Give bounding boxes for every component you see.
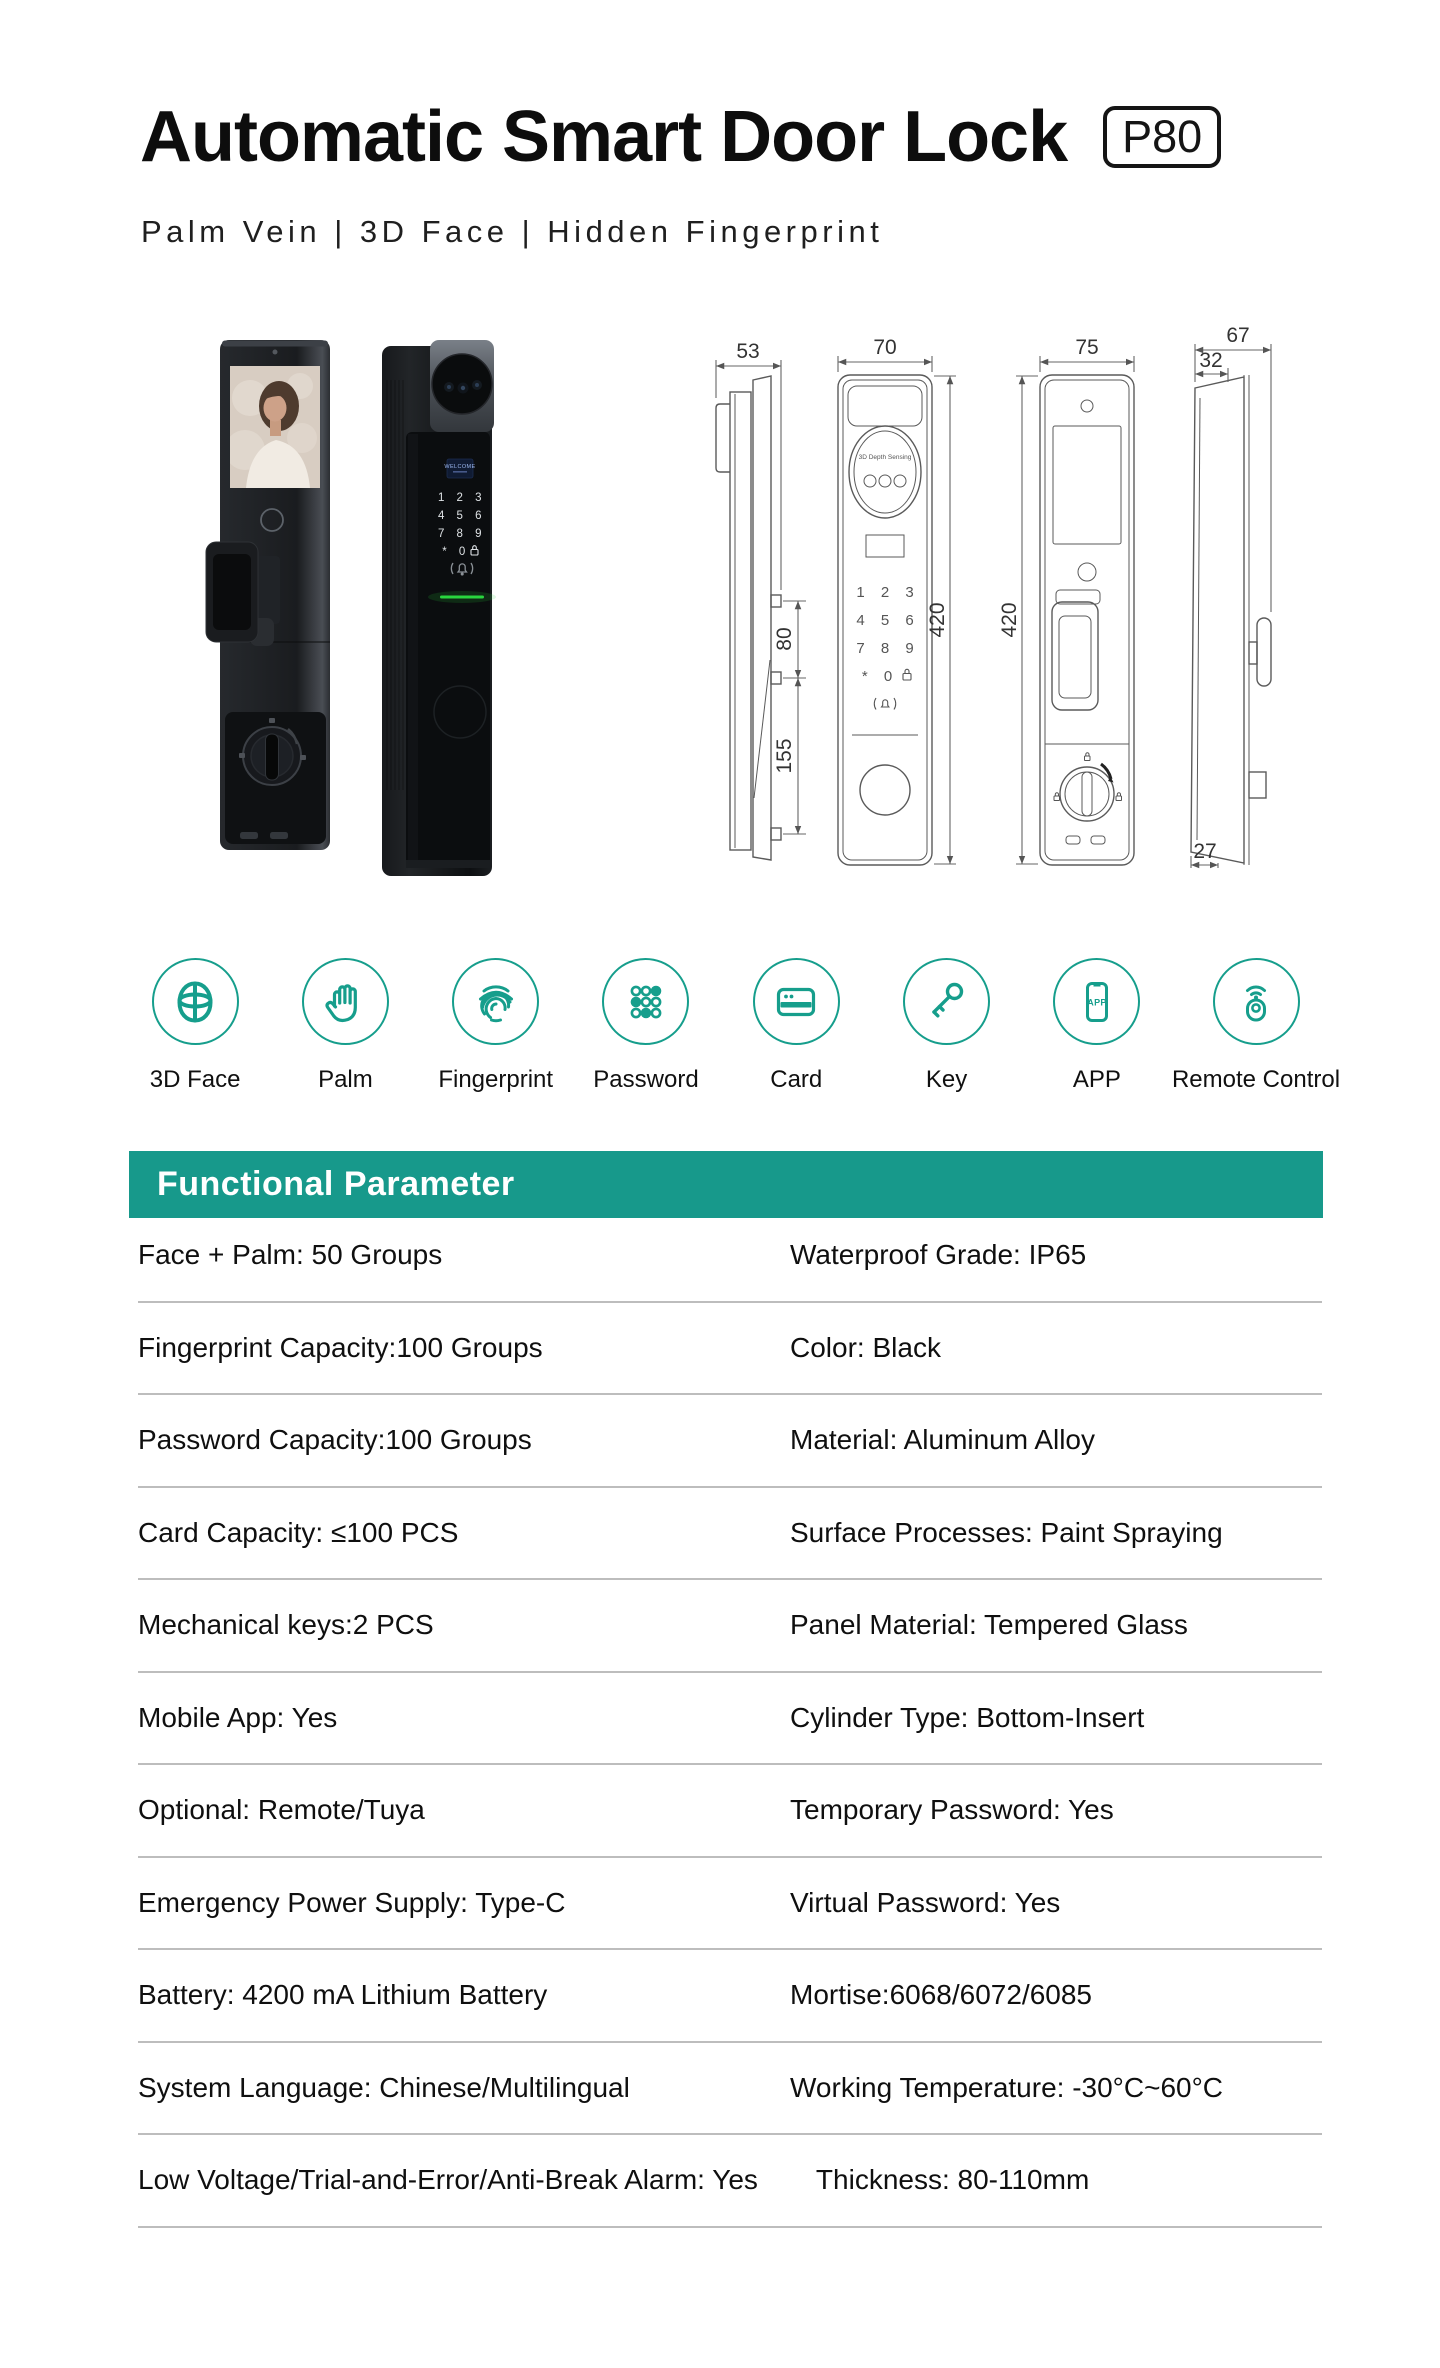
spec-right: Virtual Password: Yes <box>790 1886 1061 1918</box>
outdoor-panel-photo <box>382 340 496 876</box>
svg-text:1 2 3: 1 2 3 <box>437 492 487 504</box>
feature-remote-control <box>1172 958 1340 1094</box>
palm-icon <box>302 958 389 1045</box>
model-badge: P80 <box>1103 106 1221 168</box>
spec-left: Mechanical keys:2 PCS <box>138 1609 434 1641</box>
spec-left: Emergency Power Supply: Type-C <box>138 1886 566 1918</box>
spec-right: Mortise:6068/6072/6085 <box>790 1979 1092 2011</box>
feature-palm <box>270 958 420 1094</box>
svg-text:* 0: * 0 <box>442 546 470 558</box>
table-row <box>138 1580 1322 1673</box>
drawing-knob <box>1054 753 1122 821</box>
dim-front-depth: 32 <box>1199 349 1223 372</box>
feature-password <box>571 958 721 1094</box>
table-row <box>138 1950 1322 2043</box>
dim-front-width: 70 <box>873 336 897 359</box>
feature-label: Password <box>593 1066 699 1093</box>
svg-text:7 8 9: 7 8 9 <box>856 640 920 657</box>
header <box>140 96 1221 178</box>
table-row <box>138 1858 1322 1951</box>
dim-depth: 67 <box>1226 324 1250 347</box>
spec-right: Surface Processes: Paint Spraying <box>790 1516 1223 1548</box>
table-row <box>138 2043 1322 2136</box>
section-heading: Functional Parameter <box>157 1165 515 1203</box>
section-banner <box>129 1151 1323 1218</box>
table-row <box>138 1303 1322 1396</box>
spec-right: Cylinder Type: Bottom-Insert <box>790 1701 1145 1733</box>
drawing-side-front <box>716 340 806 860</box>
feature-card <box>721 958 871 1094</box>
dim-back-height: 420 <box>998 602 1021 638</box>
feature-label: Fingerprint <box>438 1066 554 1093</box>
drawing-doorbell-icon <box>874 698 895 710</box>
feature-label: Palm <box>318 1066 373 1093</box>
drawing-keypad <box>856 584 919 685</box>
feature-3d-face <box>120 958 270 1094</box>
svg-text:* 0: * 0 <box>861 668 899 685</box>
spec-left: Face + Palm: 50 Groups <box>138 1239 443 1271</box>
dim-side-width: 53 <box>736 340 760 363</box>
feature-label: Remote Control <box>1171 1066 1341 1093</box>
spec-right: Temporary Password: Yes <box>790 1794 1114 1826</box>
svg-text:7 8 9: 7 8 9 <box>437 528 487 540</box>
dim-handle-span: 155 <box>773 738 796 774</box>
spec-left: System Language: Chinese/Multilingual <box>138 2071 630 2103</box>
spec-left: Mobile App: Yes <box>138 1701 338 1733</box>
table-row <box>138 1765 1322 1858</box>
drawing-lock-key-icon <box>903 669 911 680</box>
feature-fingerprint <box>421 958 571 1094</box>
page-title: Automatic Smart Door Lock <box>140 97 1068 177</box>
face-icon <box>152 958 239 1045</box>
spec-left: Card Capacity: ≤100 PCS <box>138 1516 459 1548</box>
dim-front-height: 420 <box>926 602 949 638</box>
led-strip <box>428 591 496 603</box>
indoor-screen <box>225 366 320 488</box>
table-row <box>138 1210 1322 1303</box>
drawing-side-back <box>1191 324 1271 868</box>
table-row <box>138 1488 1322 1581</box>
spec-right: Material: Aluminum Alloy <box>790 1424 1096 1456</box>
feature-label: 3D Face <box>149 1066 241 1093</box>
spec-right: Waterproof Grade: IP65 <box>790 1239 1087 1271</box>
outdoor-camera-module <box>430 340 494 432</box>
key-icon <box>903 958 990 1045</box>
app-icon-text: APP <box>1087 997 1107 1007</box>
card-icon <box>753 958 840 1045</box>
feature-app <box>1022 958 1172 1094</box>
spec-right: Thickness: 80-110mm <box>815 2164 1090 2196</box>
spec-right: Panel Material: Tempered Glass <box>790 1609 1188 1641</box>
remote-control-icon <box>1213 958 1300 1045</box>
spec-table <box>138 1210 1322 2228</box>
table-row <box>138 1395 1322 1488</box>
spec-right: Working Temperature: -30°C~60°C <box>790 2071 1224 2103</box>
product-visuals <box>150 320 1310 900</box>
fingerprint-icon <box>452 958 539 1045</box>
spec-right: Color: Black <box>790 1331 941 1363</box>
drawing-front-outdoor <box>838 336 956 865</box>
spec-left: Fingerprint Capacity:100 Groups <box>138 1331 543 1363</box>
spec-left: Optional: Remote/Tuya <box>138 1794 425 1826</box>
svg-text:4 5 6: 4 5 6 <box>856 612 920 629</box>
subtitle: Palm Vein | 3D Face | Hidden Fingerprint <box>141 214 884 249</box>
camera-label: 3D Depth Sensing <box>858 454 912 461</box>
table-row <box>138 1673 1322 1766</box>
password-icon <box>602 958 689 1045</box>
dim-handle-gap: 80 <box>773 627 796 651</box>
spec-left: Password Capacity:100 Groups <box>138 1424 532 1456</box>
outdoor-screen <box>444 459 475 478</box>
feature-label: Card <box>770 1066 823 1093</box>
svg-text:1 2 3: 1 2 3 <box>856 584 920 601</box>
feature-row <box>120 958 1340 1094</box>
svg-text:4 5 6: 4 5 6 <box>437 510 487 522</box>
indoor-handle <box>206 542 280 646</box>
feature-label: Key <box>925 1066 968 1093</box>
dim-bottom-depth: 27 <box>1193 840 1217 863</box>
spec-left: Battery: 4200 mA Lithium Battery <box>138 1979 548 2011</box>
welcome-text: WELCOME <box>444 464 476 470</box>
table-row <box>138 2135 1322 2228</box>
spec-left: Low Voltage/Trial-and-Error/Anti-Break Alarm: Yes <box>138 2164 758 2196</box>
portrait-face <box>264 395 287 422</box>
drawing-front-indoor <box>998 336 1134 865</box>
indoor-knob-section <box>225 712 326 844</box>
dim-back-width: 75 <box>1075 336 1099 359</box>
app-icon <box>1053 958 1140 1045</box>
feature-key <box>871 958 1021 1094</box>
feature-label: APP <box>1072 1066 1121 1093</box>
indoor-panel-photo <box>206 340 330 850</box>
